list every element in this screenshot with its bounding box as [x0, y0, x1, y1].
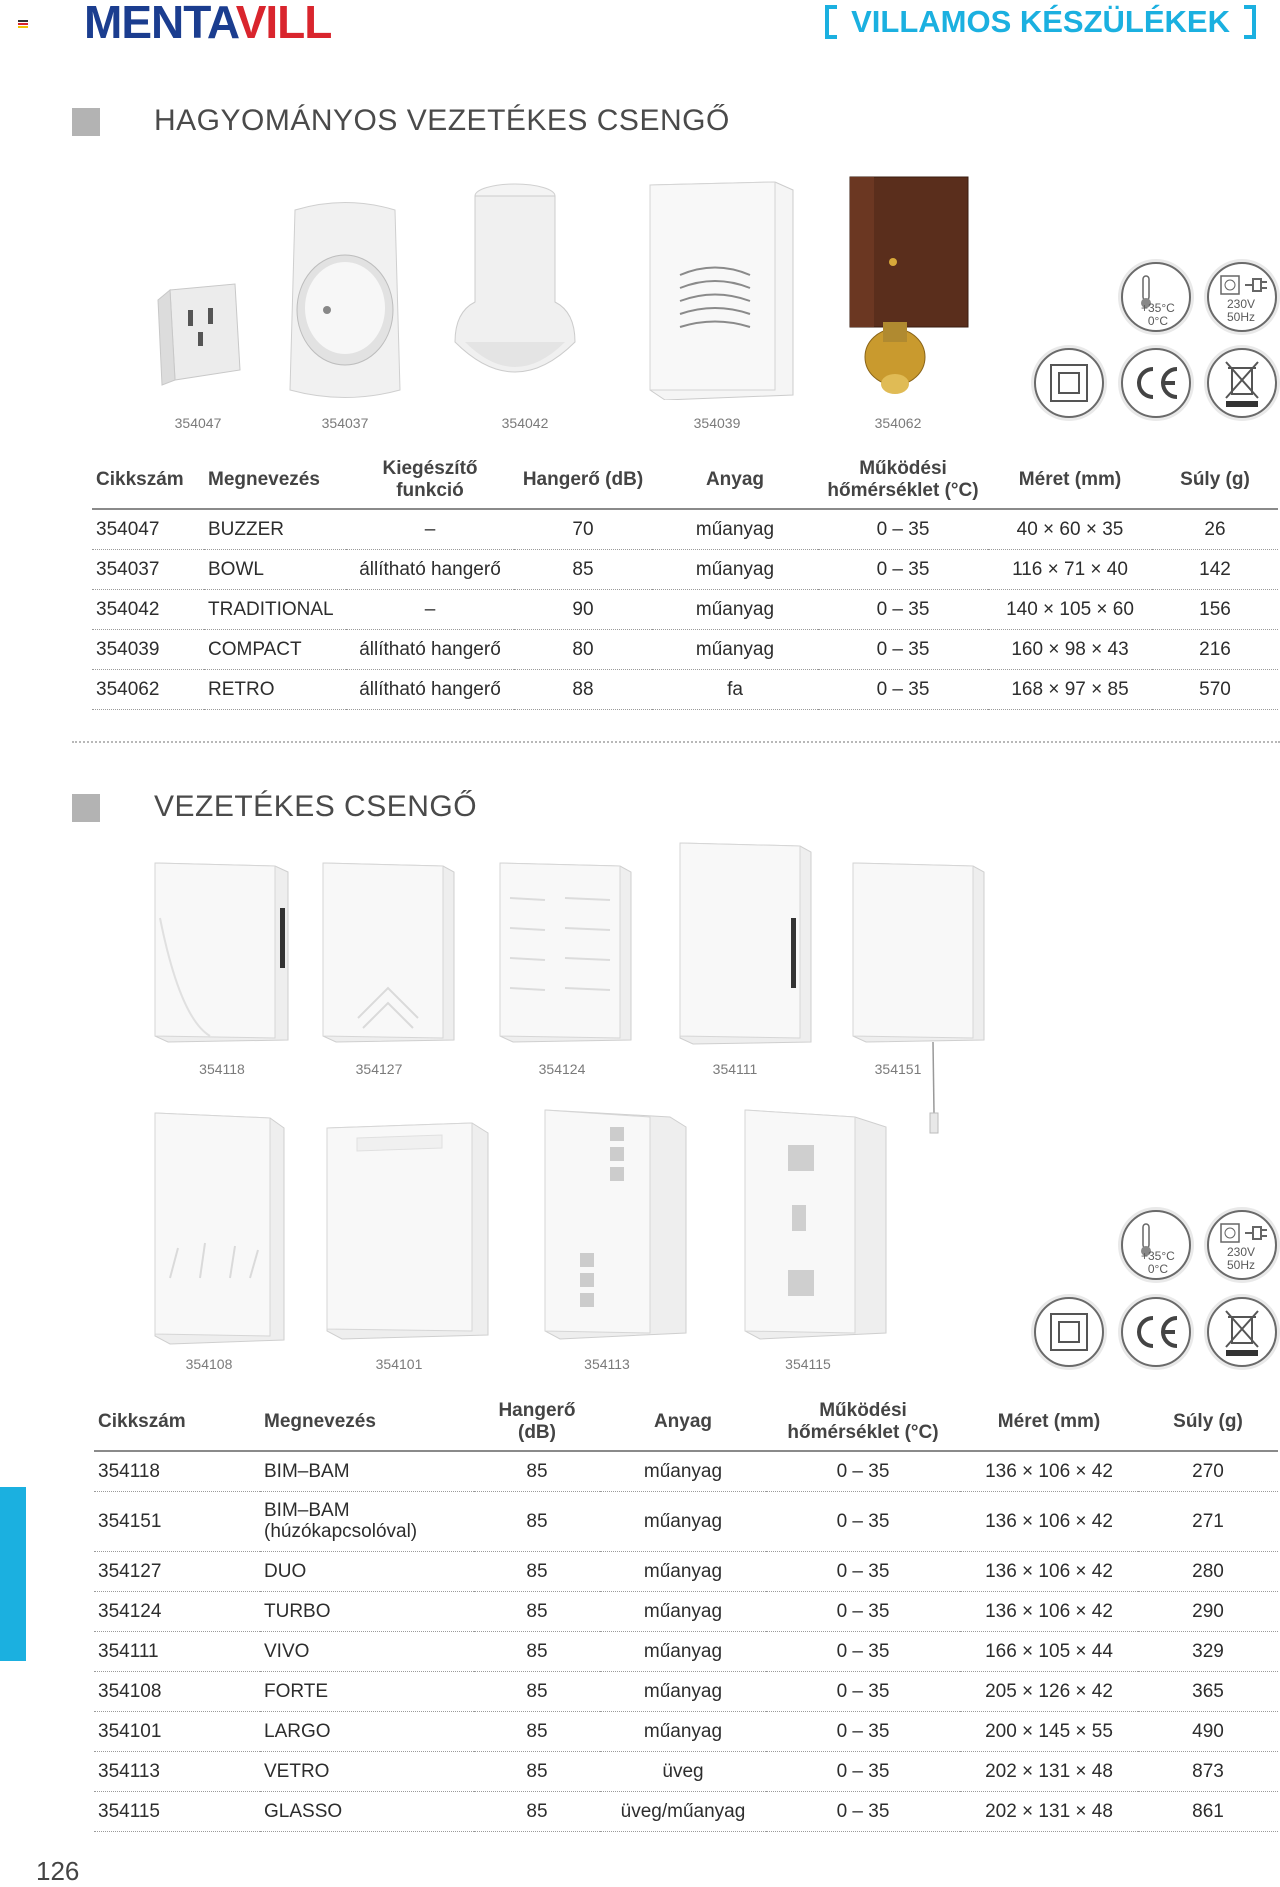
column-header: Kiegészítő funkció — [346, 458, 514, 509]
table-row — [94, 1551, 1278, 1591]
ce-mark-icon — [1131, 363, 1181, 403]
table-cell: 365 — [1138, 1671, 1278, 1711]
table-cell: 354115 — [94, 1791, 260, 1831]
column-header: Hangerő (dB) — [514, 458, 652, 509]
product-image-buzzer — [150, 270, 250, 400]
table-row — [92, 549, 1278, 589]
table-cell: 168 × 97 × 85 — [988, 669, 1152, 709]
product-code-label: 354127 — [355, 1061, 403, 1077]
table-row — [92, 669, 1278, 709]
product-image-bim-bam — [150, 858, 290, 1048]
table-row — [94, 1751, 1278, 1791]
table-cell: 216 — [1152, 629, 1278, 669]
column-header: Anyag — [600, 1400, 766, 1451]
table-cell: 0 – 35 — [766, 1631, 960, 1671]
table-cell: 88 — [514, 669, 652, 709]
table-cell: 0 – 35 — [766, 1551, 960, 1591]
table-cell: műanyag — [652, 549, 818, 589]
ce-badge — [1121, 1297, 1191, 1367]
product-image-compact — [645, 180, 795, 400]
table-cell: 166 × 105 × 44 — [960, 1631, 1138, 1671]
table-cell: állítható hangerő — [346, 669, 514, 709]
table-cell: 0 – 35 — [818, 509, 988, 549]
table-cell: GLASSO — [260, 1791, 474, 1831]
table-cell: üveg — [600, 1751, 766, 1791]
table-cell: 200 × 145 × 55 — [960, 1711, 1138, 1751]
table-cell: 205 × 126 × 42 — [960, 1671, 1138, 1711]
flag-icon — [18, 20, 28, 28]
product-code-label: 354151 — [874, 1061, 922, 1077]
weee-badge — [1207, 348, 1277, 418]
table-cell: 202 × 131 × 48 — [960, 1791, 1138, 1831]
table-cell: 270 — [1138, 1451, 1278, 1491]
table-cell: 490 — [1138, 1711, 1278, 1751]
table-cell: 329 — [1138, 1631, 1278, 1671]
table-cell: – — [346, 509, 514, 549]
product-code-label: 354113 — [584, 1356, 630, 1372]
table-cell: 0 – 35 — [766, 1491, 960, 1551]
product-code-label: 354115 — [785, 1356, 831, 1372]
product-image-largo — [322, 1113, 492, 1343]
column-header: Méret (mm) — [960, 1400, 1138, 1451]
table-cell: 116 × 71 × 40 — [988, 549, 1152, 589]
product-image-traditional — [445, 182, 585, 392]
table-cell: 354101 — [94, 1711, 260, 1751]
column-header: Cikkszám — [92, 458, 204, 509]
product-image-bim-bam-pull — [848, 858, 988, 1138]
brand-logo: MENTAVILL — [84, 0, 332, 48]
weee-badge — [1207, 1297, 1277, 1367]
table-cell: 354062 — [92, 669, 204, 709]
double-insulation-icon — [1049, 1312, 1089, 1352]
table-cell: 85 — [474, 1631, 600, 1671]
power-badge: 230V 50Hz — [1207, 1210, 1277, 1280]
product-code-label: 354108 — [185, 1356, 233, 1372]
table-cell: DUO — [260, 1551, 474, 1591]
table-cell: 202 × 131 × 48 — [960, 1751, 1138, 1791]
table-cell: TRADITIONAL — [204, 589, 346, 629]
table-cell: 85 — [474, 1451, 600, 1491]
table-cell: 280 — [1138, 1551, 1278, 1591]
table-cell: 142 — [1152, 549, 1278, 589]
column-header: Súly (g) — [1138, 1400, 1278, 1451]
table-cell: 354151 — [94, 1491, 260, 1551]
product-code-label: 354111 — [712, 1061, 758, 1077]
table-cell: BIM–BAM — [260, 1451, 474, 1491]
power-badge: 230V 50Hz — [1207, 262, 1277, 332]
product-code-label: 354047 — [174, 415, 222, 431]
table-cell: 354047 — [92, 509, 204, 549]
table-cell: 570 — [1152, 669, 1278, 709]
table-cell: műanyag — [600, 1591, 766, 1631]
column-header: Működési hőmérséklet (°C) — [818, 458, 988, 509]
product-image-turbo — [495, 858, 635, 1048]
side-accent-bar — [0, 1487, 26, 1661]
section-title: VEZETÉKES CSENGŐ — [154, 790, 478, 823]
table-cell: üveg/műanyag — [600, 1791, 766, 1831]
table-cell: 0 – 35 — [818, 629, 988, 669]
table-cell: BIM–BAM (húzókapcsolóval) — [260, 1491, 474, 1551]
table-cell: COMPACT — [204, 629, 346, 669]
double-insulation-badge — [1034, 1297, 1104, 1367]
table-cell: 40 × 60 × 35 — [988, 509, 1152, 549]
table-cell: 0 – 35 — [766, 1451, 960, 1491]
table-cell: műanyag — [600, 1711, 766, 1751]
temperature-badge: +35°C 0°C — [1121, 1210, 1191, 1280]
table-cell: 85 — [474, 1711, 600, 1751]
table-cell: 80 — [514, 629, 652, 669]
table-cell: 0 – 35 — [766, 1711, 960, 1751]
product-code-label: 354037 — [321, 415, 369, 431]
column-header: Működési hőmérséklet (°C) — [766, 1400, 960, 1451]
table-row — [92, 509, 1278, 549]
section-divider — [72, 741, 1280, 743]
column-header: Megnevezés — [260, 1400, 474, 1451]
table-cell: 70 — [514, 509, 652, 549]
table-cell: műanyag — [600, 1551, 766, 1591]
table-row — [92, 629, 1278, 669]
product-image-forte — [150, 1108, 290, 1348]
weee-bin-icon — [1220, 1307, 1264, 1357]
double-insulation-icon — [1049, 363, 1089, 403]
table-row — [92, 589, 1278, 629]
product-image-retro — [835, 172, 975, 402]
section-marker — [72, 108, 100, 136]
table-cell: 136 × 106 × 42 — [960, 1491, 1138, 1551]
product-code-label: 354118 — [199, 1061, 245, 1077]
table-cell: 136 × 106 × 42 — [960, 1451, 1138, 1491]
product-code-label: 354101 — [375, 1356, 423, 1372]
column-header: Cikkszám — [94, 1400, 260, 1451]
product-image-vetro — [540, 1105, 690, 1345]
table-cell: állítható hangerő — [346, 549, 514, 589]
table-cell: állítható hangerő — [346, 629, 514, 669]
table-cell: TURBO — [260, 1591, 474, 1631]
table-cell: műanyag — [600, 1631, 766, 1671]
spec-table-wired — [94, 1400, 1278, 1832]
table-cell: 354127 — [94, 1551, 260, 1591]
table-cell: fa — [652, 669, 818, 709]
table-cell: műanyag — [652, 509, 818, 549]
table-cell: 90 — [514, 589, 652, 629]
section-marker — [72, 794, 100, 822]
table-cell: 354037 — [92, 549, 204, 589]
product-code-label: 354039 — [693, 415, 741, 431]
table-row — [94, 1791, 1278, 1831]
table-row — [94, 1711, 1278, 1751]
column-header: Méret (mm) — [988, 458, 1152, 509]
table-cell: 85 — [474, 1551, 600, 1591]
table-cell: 873 — [1138, 1751, 1278, 1791]
table-row — [94, 1451, 1278, 1491]
ce-badge — [1121, 348, 1191, 418]
table-cell: BOWL — [204, 549, 346, 589]
table-cell: műanyag — [652, 589, 818, 629]
table-cell: 0 – 35 — [818, 589, 988, 629]
product-image-glasso — [740, 1105, 890, 1345]
table-cell: 354118 — [94, 1451, 260, 1491]
table-cell: 156 — [1152, 589, 1278, 629]
table-cell: 354039 — [92, 629, 204, 669]
table-cell: 85 — [474, 1791, 600, 1831]
column-header: Anyag — [652, 458, 818, 509]
table-cell: BUZZER — [204, 509, 346, 549]
category-title: VILLAMOS KÉSZÜLÉKEK — [825, 2, 1256, 42]
plug-icon — [1219, 1222, 1269, 1244]
product-code-label: 354062 — [874, 415, 922, 431]
table-cell: 354113 — [94, 1751, 260, 1791]
table-cell: műanyag — [652, 629, 818, 669]
table-cell: 85 — [474, 1751, 600, 1791]
table-cell: 140 × 105 × 60 — [988, 589, 1152, 629]
table-cell: – — [346, 589, 514, 629]
table-row — [94, 1671, 1278, 1711]
table-cell: VETRO — [260, 1751, 474, 1791]
table-cell: 0 – 35 — [766, 1751, 960, 1791]
section-title: HAGYOMÁNYOS VEZETÉKES CSENGŐ — [154, 104, 730, 137]
weee-bin-icon — [1220, 358, 1264, 408]
double-insulation-badge — [1034, 348, 1104, 418]
table-cell: 0 – 35 — [766, 1671, 960, 1711]
product-code-label: 354124 — [538, 1061, 586, 1077]
table-cell: 0 – 35 — [818, 549, 988, 589]
table-cell: 85 — [474, 1491, 600, 1551]
column-header: Súly (g) — [1152, 458, 1278, 509]
table-cell: 85 — [514, 549, 652, 589]
table-cell: műanyag — [600, 1451, 766, 1491]
table-cell: 354111 — [94, 1631, 260, 1671]
ce-mark-icon — [1131, 1312, 1181, 1352]
table-cell: 0 – 35 — [766, 1791, 960, 1831]
table-cell: 861 — [1138, 1791, 1278, 1831]
table-cell: 136 × 106 × 42 — [960, 1551, 1138, 1591]
table-cell: 85 — [474, 1591, 600, 1631]
table-cell: műanyag — [600, 1491, 766, 1551]
table-cell: 354108 — [94, 1671, 260, 1711]
table-cell: 160 × 98 × 43 — [988, 629, 1152, 669]
table-cell: 271 — [1138, 1491, 1278, 1551]
table-cell: 290 — [1138, 1591, 1278, 1631]
table-cell: 0 – 35 — [818, 669, 988, 709]
temperature-badge: +35°C 0°C — [1121, 262, 1191, 332]
table-row — [94, 1631, 1278, 1671]
plug-icon — [1219, 274, 1269, 296]
product-image-vivo — [675, 838, 815, 1048]
table-cell: LARGO — [260, 1711, 474, 1751]
table-cell: műanyag — [600, 1671, 766, 1711]
page-number: 126 — [36, 1856, 80, 1886]
table-cell: 26 — [1152, 509, 1278, 549]
column-header: Megnevezés — [204, 458, 346, 509]
table-cell: 0 – 35 — [766, 1591, 960, 1631]
table-cell: 85 — [474, 1671, 600, 1711]
product-image-bowl — [275, 200, 415, 400]
table-row — [94, 1491, 1278, 1551]
product-code-label: 354042 — [501, 415, 549, 431]
table-cell: FORTE — [260, 1671, 474, 1711]
column-header: Hangerő (dB) — [474, 1400, 600, 1451]
table-cell: 136 × 106 × 42 — [960, 1591, 1138, 1631]
table-cell: 354042 — [92, 589, 204, 629]
table-cell: 354124 — [94, 1591, 260, 1631]
table-cell: VIVO — [260, 1631, 474, 1671]
table-row — [94, 1591, 1278, 1631]
table-cell: RETRO — [204, 669, 346, 709]
product-image-duo — [318, 858, 458, 1048]
spec-table-traditional — [92, 458, 1278, 710]
